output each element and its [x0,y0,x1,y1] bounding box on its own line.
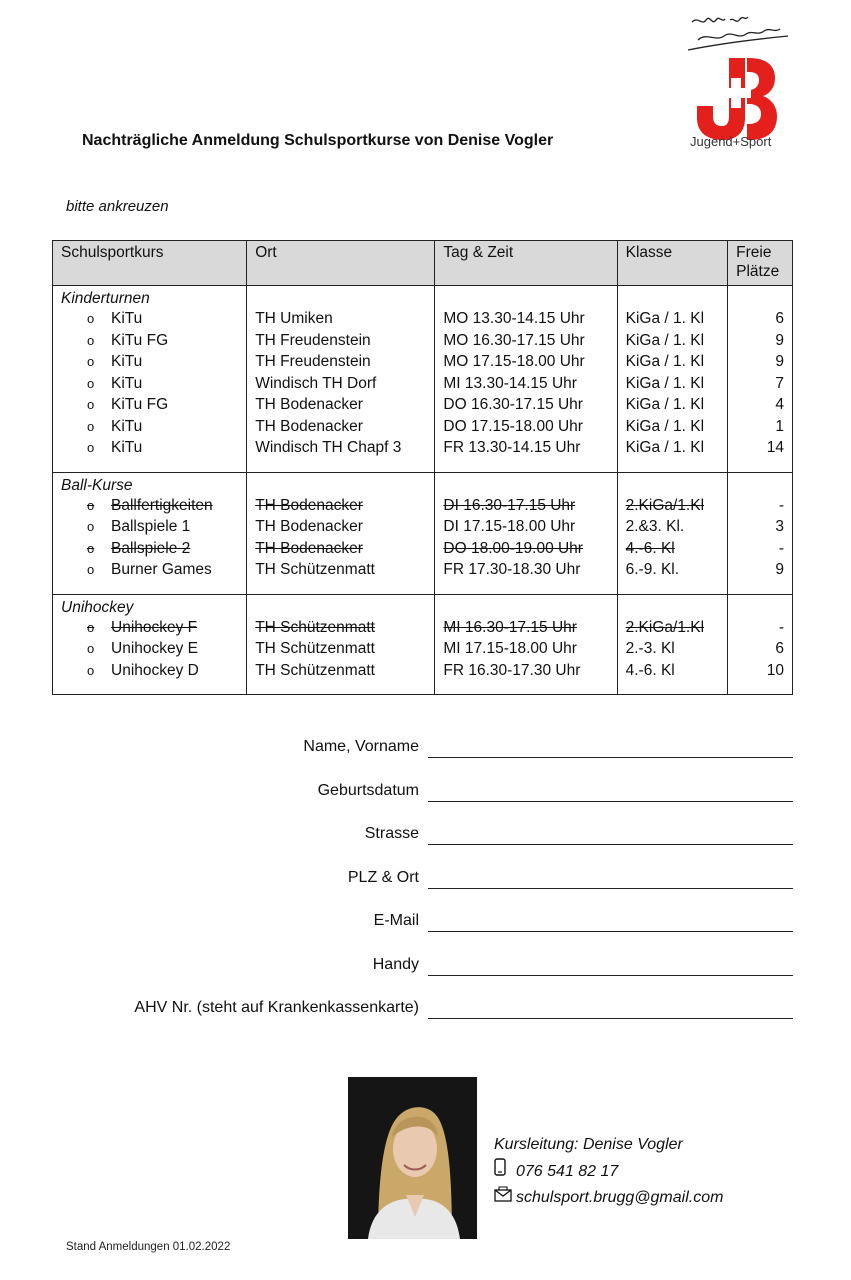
course-name: KiTu FG [111,331,169,349]
checkbox-circle-icon[interactable]: o [87,440,95,455]
form-input-line[interactable] [428,1018,793,1019]
course-name: Ballfertigkeiten [111,496,213,514]
course-class: 4.-6. Kl [625,661,675,679]
course-row[interactable] [53,660,793,682]
course-name: KiTu FG [111,396,169,413]
checkbox-circle-icon[interactable]: o [87,562,95,577]
page-title: Nachträgliche Anmeldung Schulsportkurse von Denise Vogler [82,132,554,149]
checkbox-circle-icon[interactable]: o [87,641,95,656]
course-class: 2.&3. Kl. [625,518,685,535]
form-row [90,866,795,910]
contact-email[interactable]: schulsport.brugg@gmail.com [516,1189,724,1206]
course-name: Burner Games [111,561,212,578]
contact-lead: Kursleitung: Denise Vogler [494,1136,683,1153]
form-row [90,953,795,997]
course-location: TH Bodenacker [255,396,363,413]
course-time: DO 16.30-17.15 Uhr [443,396,583,413]
course-class: KiGa / 1. Kl [625,374,705,392]
spacer-cell [435,459,617,473]
contact-phone: 076 541 82 17 [516,1163,619,1180]
course-free-spots: - [778,618,784,636]
course-time: MO 16.30-17.15 Uhr [443,331,585,349]
section-cell [617,286,728,309]
section-title: Ball-Kurse [53,472,247,495]
motto-signature [684,12,794,57]
contact-block [494,1132,723,1211]
course-location: TH Umiken [255,310,333,327]
form-label: Handy [372,955,419,973]
checkbox-circle-icon[interactable]: o [87,354,95,369]
table-body [53,286,793,695]
checkbox-circle-icon[interactable]: o [87,375,95,391]
course-class: KiGa / 1. Kl [625,331,705,349]
course-class: KiGa / 1. Kl [625,417,705,435]
course-location: TH Bodenacker [255,518,363,535]
section-spacer [53,459,793,473]
course-free-spots: - [778,496,784,514]
course-free-spots: 4 [775,396,784,413]
form-label: Name, Vorname [303,738,419,755]
section-cell [617,594,728,617]
section-cell [728,286,793,309]
course-name: Unihockey E [111,640,199,657]
course-class: KiGa / 1. Kl [625,353,705,370]
section-row [53,594,793,617]
form-label: Strasse [364,825,419,842]
form-input-line[interactable] [428,757,793,758]
course-time: MI 16.30-17.15 Uhr [443,618,577,636]
section-spacer [53,581,793,595]
spacer-cell [247,581,435,595]
checkbox-circle-icon[interactable]: o [87,519,95,534]
course-time: MO 17.15-18.00 Uhr [443,353,585,370]
header-zeit: Tag & Zeit [435,241,617,286]
spacer-cell [53,681,247,695]
spacer-cell [728,459,793,473]
course-row[interactable] [53,495,793,517]
course-time: FR 17.30-18.30 Uhr [443,561,581,578]
registration-form [90,735,795,1040]
course-location: Windisch TH Dorf [255,374,377,392]
course-class: 2.-3. Kl [625,640,675,657]
section-row [53,286,793,309]
course-class: 2.KiGa/1.Kl [625,618,705,636]
course-free-spots: 10 [766,661,784,679]
spacer-cell [53,581,247,595]
form-input-line[interactable] [428,888,793,889]
course-row[interactable] [53,638,793,660]
course-time: MO 13.30-14.15 Uhr [443,310,585,327]
checkbox-circle-icon[interactable]: o [87,397,95,412]
course-location: TH Freudenstein [255,353,371,370]
course-row[interactable] [53,308,793,330]
section-row [53,472,793,495]
logo-brand-text: Jugend+Sport [690,134,772,149]
course-time: FR 13.30-14.15 Uhr [443,439,581,456]
header-klasse: Klasse [617,241,728,286]
checkbox-circle-icon[interactable]: o [87,619,95,635]
course-row[interactable] [53,373,793,395]
section-cell [247,472,435,495]
course-free-spots: - [778,539,784,557]
course-time: DI 17.15-18.00 Uhr [443,518,576,535]
form-input-line[interactable] [428,844,793,845]
course-time: FR 16.30-17.30 Uhr [443,661,581,679]
course-time: DI 16.30-17.15 Uhr [443,496,576,514]
j-plus-s-mark [689,54,779,142]
section-cell [728,594,793,617]
course-class: KiGa / 1. Kl [625,439,705,456]
course-free-spots: 3 [775,518,784,535]
course-location: Windisch TH Chapf 3 [255,439,402,456]
phone-icon [494,1158,516,1185]
checkbox-circle-icon[interactable]: o [87,662,95,678]
course-row[interactable] [53,559,793,581]
spacer-cell [53,459,247,473]
section-cell [728,472,793,495]
course-time: MI 17.15-18.00 Uhr [443,640,577,657]
table-header-row [53,241,793,286]
course-table [52,240,793,695]
footer-status: Stand Anmeldungen 01.02.2022 [66,1241,231,1253]
spacer-cell [617,459,728,473]
course-time: DO 17.15-18.00 Uhr [443,417,583,435]
course-time: MI 13.30-14.15 Uhr [443,374,577,392]
form-input-line[interactable] [428,801,793,802]
course-name: KiTu [111,353,143,370]
course-location: TH Schützenmatt [255,561,375,578]
course-free-spots: 14 [766,439,784,456]
jugend-sport-logo [684,12,794,157]
checkbox-circle-icon[interactable]: o [87,497,95,513]
course-row[interactable] [53,617,793,639]
spacer-cell [247,681,435,695]
checkbox-circle-icon[interactable]: o [87,540,95,556]
course-row[interactable] [53,394,793,416]
course-name: Unihockey D [111,661,199,679]
course-row[interactable] [53,351,793,373]
course-free-spots: 9 [775,331,784,349]
section-cell [435,286,617,309]
form-row [90,779,795,823]
section-title: Unihockey [53,594,247,617]
header-ort: Ort [247,241,435,286]
contact-email-line [494,1185,723,1211]
course-location: TH Bodenacker [255,417,363,435]
header-kurs: Schulsportkurs [53,241,247,286]
course-location: TH Bodenacker [255,539,363,557]
course-free-spots: 7 [775,374,784,392]
form-label: AHV Nr. (steht auf Krankenkassenkarte) [134,999,419,1016]
contact-phone-line [494,1158,723,1185]
section-cell [617,472,728,495]
header-plaetze: Freie Plätze [728,241,793,286]
course-location: TH Schützenmatt [255,661,375,679]
spacer-cell [435,681,617,695]
spacer-cell [728,681,793,695]
course-name: Unihockey F [111,618,198,636]
course-free-spots: 9 [775,353,784,370]
course-location: TH Bodenacker [255,496,363,514]
course-class: 2.KiGa/1.Kl [625,496,705,514]
course-class: 4.-6. Kl [625,539,675,557]
checkbox-circle-icon[interactable]: o [87,418,95,434]
spacer-cell [617,581,728,595]
course-row[interactable] [53,330,793,352]
course-row[interactable] [53,538,793,560]
form-label: PLZ & Ort [347,868,419,886]
course-location: TH Schützenmatt [255,640,375,657]
section-cell [247,594,435,617]
instruction-text: bitte ankreuzen [66,198,169,215]
email-icon [494,1185,516,1211]
course-location: TH Schützenmatt [255,618,375,636]
course-class: KiGa / 1. Kl [625,310,705,327]
spacer-cell [247,459,435,473]
course-name: KiTu [111,417,143,435]
instructor-photo [348,1077,477,1239]
form-row [90,996,795,1040]
section-cell [435,472,617,495]
spacer-cell [435,581,617,595]
section-cell [435,594,617,617]
course-time: DO 18.00-19.00 Uhr [443,539,583,557]
form-row [90,735,795,779]
course-row[interactable] [53,516,793,538]
course-free-spots: 9 [775,561,784,578]
course-location: TH Freudenstein [255,331,371,349]
course-free-spots: 6 [775,640,784,657]
course-class: KiGa / 1. Kl [625,396,705,413]
spacer-cell [617,681,728,695]
course-row[interactable] [53,437,793,459]
course-row[interactable] [53,416,793,438]
course-name: KiTu [111,310,143,327]
course-name: Ballspiele 1 [111,518,191,535]
form-label: Geburtsdatum [317,781,419,799]
course-class: 6.-9. Kl. [625,561,680,578]
section-spacer [53,681,793,695]
form-input-line[interactable] [428,931,793,932]
form-row [90,822,795,866]
course-free-spots: 6 [775,310,784,327]
checkbox-circle-icon[interactable]: o [87,311,95,326]
course-name: KiTu [111,374,143,392]
section-cell [247,286,435,309]
form-label: E-Mail [373,912,419,929]
form-input-line[interactable] [428,975,793,976]
form-row [90,909,795,953]
checkbox-circle-icon[interactable]: o [87,332,95,348]
course-name: KiTu [111,439,143,456]
course-free-spots: 1 [775,417,784,435]
section-title: Kinderturnen [53,286,247,309]
course-name: Ballspiele 2 [111,539,191,557]
spacer-cell [728,581,793,595]
